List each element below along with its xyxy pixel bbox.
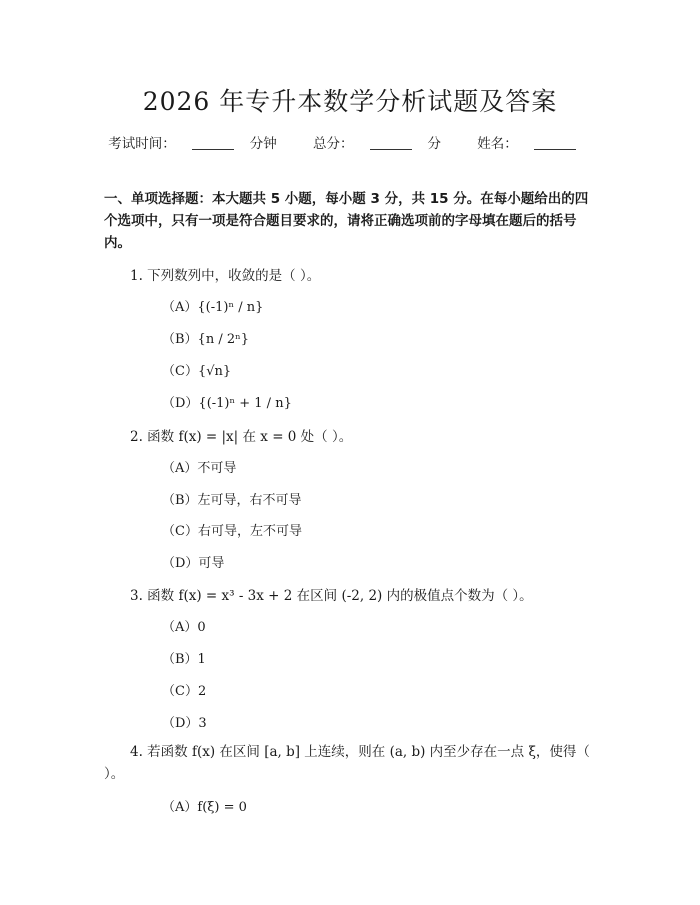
- q3-option-b: （B）1: [162, 652, 206, 667]
- score-unit: 分: [427, 136, 441, 152]
- exam-time: [108, 136, 277, 152]
- question-2: 2. 函数 f(x) = |x| 在 x = 0 处（ ）。: [130, 429, 353, 445]
- score-blank: [370, 149, 412, 150]
- q2-option-a: （A）不可导: [162, 461, 237, 476]
- q1-option-b: （B）{n / 2ⁿ}: [162, 332, 250, 347]
- q1-option-d: （D）{(-1)ⁿ + 1 / n}: [162, 396, 292, 411]
- time-unit: 分钟: [249, 136, 277, 152]
- q2-option-c: （C）右可导，左不可导: [162, 524, 302, 539]
- q2-option-b: （B）左可导，右不可导: [162, 493, 302, 508]
- name-blank: [534, 149, 576, 150]
- q3-option-d: （D）3: [162, 716, 207, 731]
- exam-score: [313, 136, 441, 152]
- exam-meta: [0, 132, 700, 152]
- question-3: 3. 函数 f(x) = x³ - 3x + 2 在区间 (-2, 2) 内的极值点个数为（ ）。: [130, 588, 533, 604]
- q3-option-a: （A）0: [162, 620, 206, 635]
- question-1: 1. 下列数列中，收敛的是（ ）。: [130, 268, 321, 284]
- time-blank: [192, 149, 234, 150]
- q1-option-a: （A）{(-1)ⁿ / n}: [162, 300, 264, 315]
- time-label: 考试时间：: [108, 136, 176, 152]
- question-4: 4. 若函数 f(x) 在区间 [a, b] 上连续，则在 (a, b) 内至少存在一点 ξ，使得（ ）。: [104, 744, 590, 782]
- section-heading: 一、单项选择题：本大题共 5 小题，每小题 3 分，共 15 分。在每小题给出的四个选项中，只有一项是符合题目要求的，请将正确选项前的字母填在题后的括号内。: [104, 191, 589, 251]
- score-label: 总分：: [313, 136, 354, 152]
- exam-name: [477, 136, 592, 152]
- q3-option-c: （C）2: [162, 684, 207, 699]
- name-label: 姓名：: [477, 136, 518, 152]
- q1-option-c: （C）{√n}: [162, 364, 232, 379]
- q4-option-a: （A）f(ξ) = 0: [162, 800, 247, 815]
- q2-option-d: （D）可导: [162, 556, 225, 571]
- page-title: 2026 年专升本数学分析试题及答案: [142, 87, 558, 116]
